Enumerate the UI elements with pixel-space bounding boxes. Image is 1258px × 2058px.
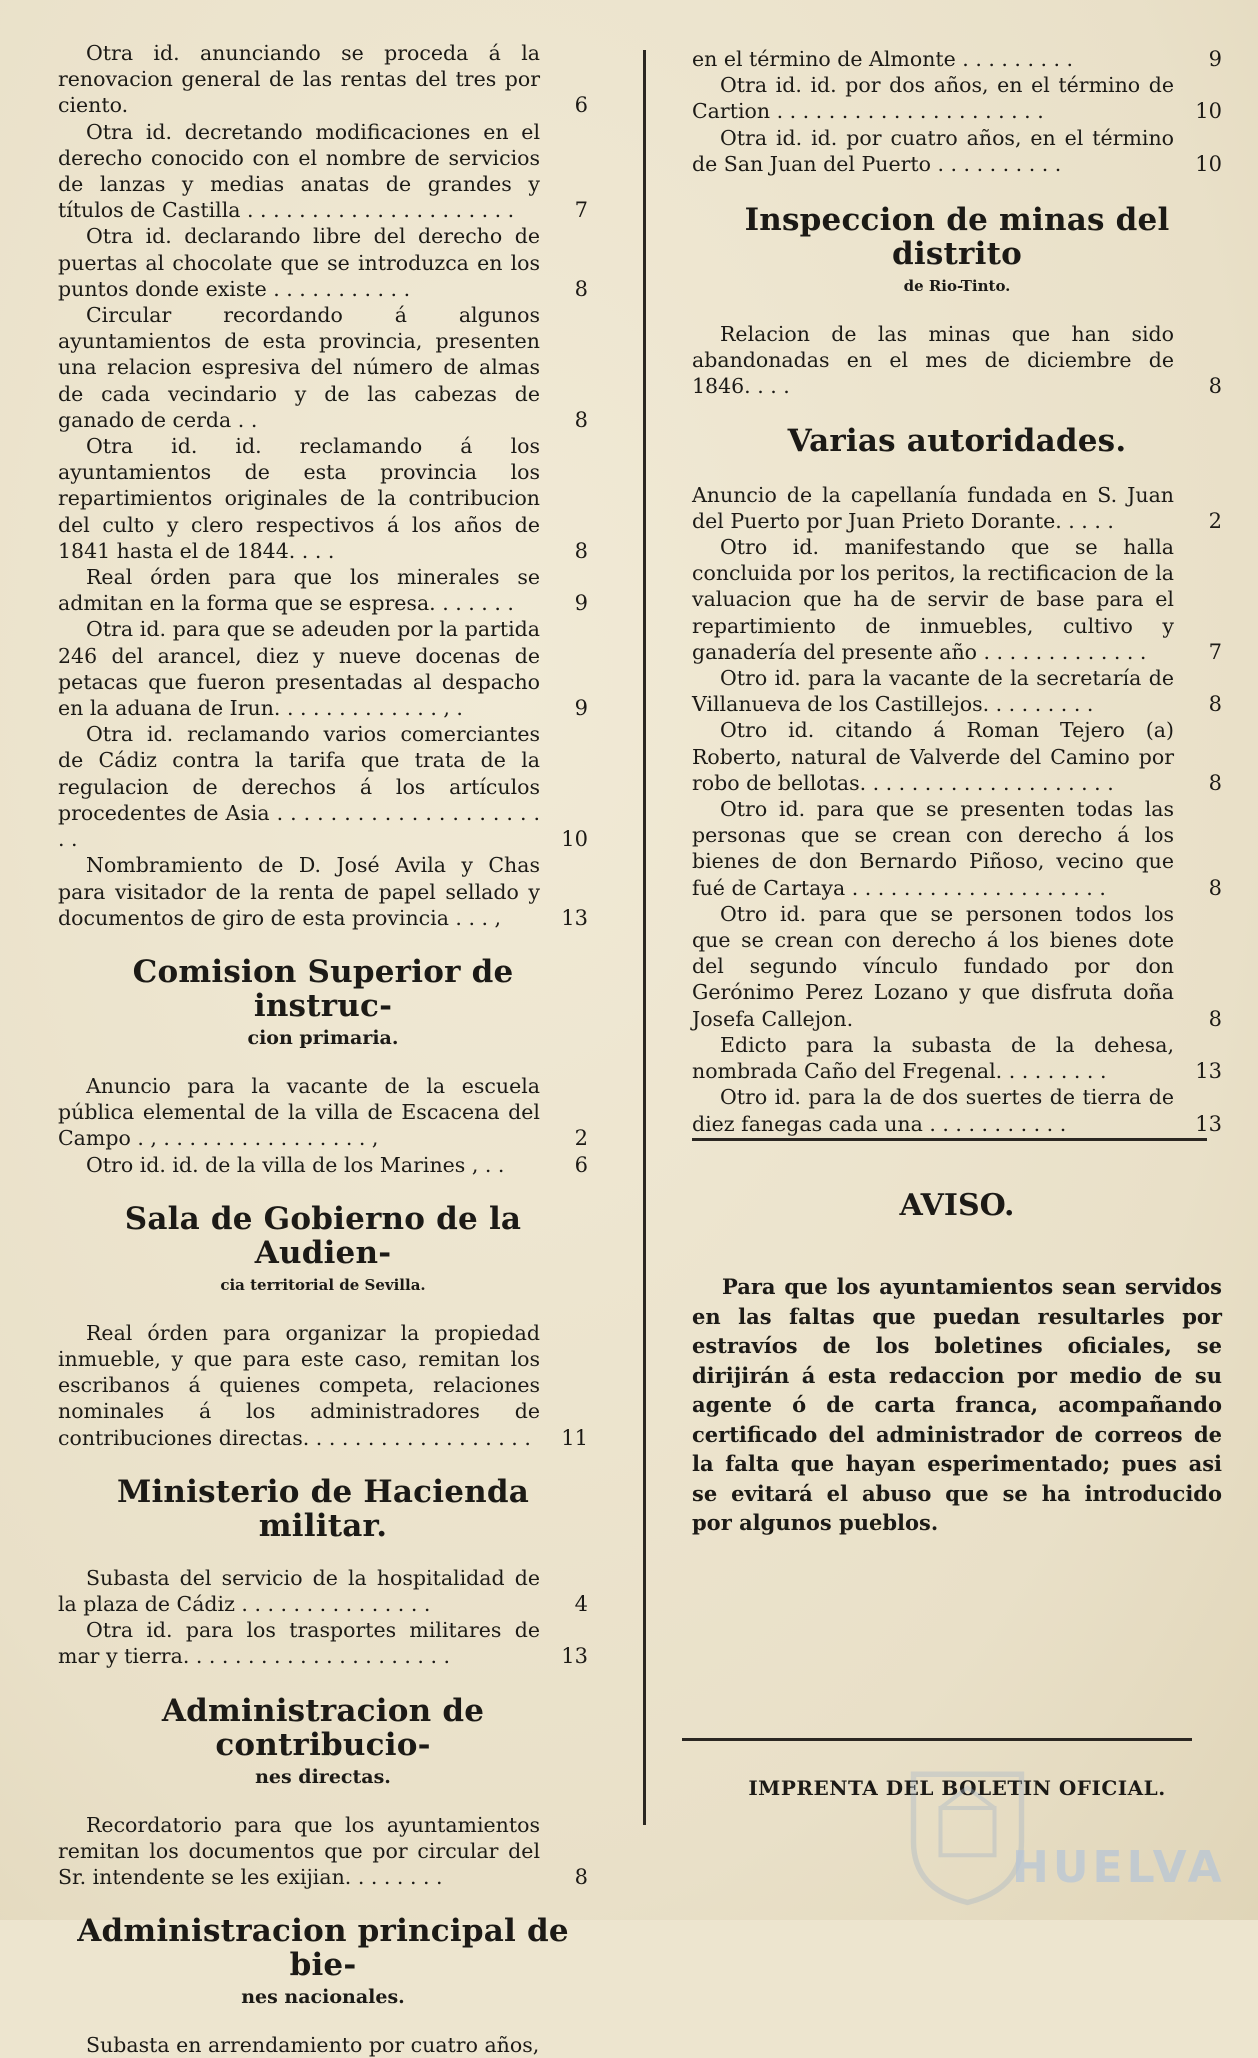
aviso-title: AVISO. bbox=[899, 1188, 1015, 1223]
page-number: 6 bbox=[574, 1152, 588, 1177]
column-divider bbox=[643, 50, 646, 1825]
index-entry: Real órden para organizar la propiedad inmueble, y que para este caso, remitan los escribanos á quienes competa, relaciones nominales á los administradores de contribuciones directas. . . . . . . . . . . . . . . . . . 11 bbox=[58, 1320, 588, 1450]
page-number: 8 bbox=[1208, 692, 1222, 717]
page-number: 11 bbox=[561, 1425, 588, 1450]
index-entry: Otra id. anunciando se proceda á la renovacion general de las rentas del tres por ciento. 6 bbox=[58, 41, 588, 118]
page-number: 10 bbox=[1195, 151, 1222, 176]
index-entry: Otra id. decretando modificaciones en el derecho conocido con el nombre de servicios de lanzas y medias anatas de grandes y títulos de Castilla . . . . . . . . . . . . . . . . . . . . . 7 bbox=[58, 119, 588, 223]
page-number: 8 bbox=[1208, 374, 1222, 399]
section-title: Administracion principal de bie- bbox=[77, 1913, 569, 1984]
right-column bbox=[692, 46, 1222, 1137]
page-number: 4 bbox=[574, 1591, 588, 1616]
index-entry: Otra id. id. por dos años, en el término de Cartion . . . . . . . . . . . . . . . . . . . . . 10 bbox=[692, 73, 1222, 124]
left-top-entries bbox=[58, 40, 588, 931]
page-number: 7 bbox=[1208, 639, 1222, 664]
printer-imprint: IMPRENTA DEL BOLETIN OFICIAL. bbox=[748, 1776, 1166, 1800]
index-entry: Anuncio para la vacante de la escuela pública elemental de la villa de Escacena del Campo . , . . . . . . . . . . . . . . . . , 2 bbox=[58, 1073, 588, 1151]
index-entry: en el término de Almonte . . . . . . . . . 9 bbox=[692, 47, 1222, 71]
index-entry: Otra id. para los trasportes militares de mar y tierra. . . . . . . . . . . . . . . . . . . . . 13 bbox=[58, 1618, 588, 1669]
page-number: 9 bbox=[574, 591, 588, 616]
index-entry: Otro id. citando á Roman Tejero (a) Roberto, natural de Valverde del Camino por robo de bellotas. . . . . . . . . . . . . . . . . . . . 8 bbox=[692, 718, 1222, 795]
page-number: 8 bbox=[1208, 770, 1222, 795]
section-subtitle: de Rio-Tinto. bbox=[903, 277, 1011, 296]
index-entry: Otro id. para que se presenten todas las personas que se crean con derecho á los bienes de don Bernardo Piñoso, vecino que fué de Cartaya . . . . . . . . . . . . . . . . . . . . 8 bbox=[692, 797, 1222, 900]
page-number: 13 bbox=[1195, 1111, 1222, 1136]
page-number: 2 bbox=[1208, 508, 1222, 533]
section-subtitle: cia territorial de Sevilla. bbox=[220, 1275, 426, 1294]
section-title: Ministerio de Hacienda militar. bbox=[116, 1473, 530, 1544]
page-number: 8 bbox=[574, 407, 588, 432]
page-number: 13 bbox=[561, 1644, 588, 1669]
page-number: 10 bbox=[1195, 99, 1222, 124]
horizontal-rule bbox=[692, 1138, 1207, 1141]
index-entry: Otro id. para la vacante de la secretaría de Villanueva de los Castillejos. . . . . . . . . 8 bbox=[692, 666, 1222, 717]
section-title: Comision Superior de instruc- bbox=[132, 953, 514, 1024]
index-entry: Recordatorio para que los ayuntamientos remitan los documentos que por circular del Sr. intendente se les exijian. . . . . . . . 8 bbox=[58, 1812, 588, 1889]
index-entry: Otra id. declarando libre del derecho de puertas al chocolate que se introduzca en los puntos donde existe . . . . . . . . . . . 8 bbox=[58, 224, 588, 301]
index-entry: Otra id. id. por cuatro años, en el término de San Juan del Puerto . . . . . . . . . . 10 bbox=[692, 125, 1222, 176]
left-column bbox=[58, 40, 588, 2058]
section-title: Sala de Gobierno de la Audien- bbox=[124, 1200, 522, 1271]
section-subtitle: nes directas. bbox=[255, 1765, 391, 1788]
page-number: 2 bbox=[574, 1126, 588, 1151]
index-entry: Real órden para que los minerales se admitan en la forma que se espresa. . . . . . . 9 bbox=[58, 565, 588, 616]
page-number: 8 bbox=[574, 1864, 588, 1889]
index-entry: Subasta del servicio de la hospitalidad de la plaza de Cádiz . . . . . . . . . . . . . . . 4 bbox=[58, 1565, 588, 1616]
page-number: 8 bbox=[1208, 1006, 1222, 1031]
index-entry: Otra id. id. reclamando á los ayuntamientos de esta provincia los repartimientos originales de la contribucion del culto y clero respectivos á los años de 1841 hasta el de 1844. . . . 8 bbox=[58, 434, 588, 563]
page-number: 9 bbox=[1208, 47, 1222, 71]
page-number: 7 bbox=[574, 198, 588, 223]
index-entry: Otra id. para que se adeuden por la partida 246 del arancel, diez y nueve docenas de petacas que fueron presentadas al despacho en la aduana de Irun. . . . . . . . . . . . . , . 9 bbox=[58, 617, 588, 721]
aviso-text: Para que los ayuntamientos sean servidos en las faltas que puedan resultarles por estravíos de los boletines oficiales, se dirijirán á esta redaccion por medio de su agente ó de carta franca, acompañando certificado del administrador de correos de la falta que hayan esperimentado; pues asi se evitará el abuso que se ha introducido por algunos pueblos. bbox=[692, 1274, 1222, 1535]
index-entry: Circular recordando á algunos ayuntamientos de esta provincia, presenten una relacion espresiva del número de almas de cada vecindario y de las cabezas de ganado de cerda . . 8 bbox=[58, 303, 588, 432]
section-title: Inspeccion de minas del distrito bbox=[744, 202, 1170, 273]
index-entry: Otro id. para que se personen todos los que se crean con derecho á los bienes dote del segundo vínculo fundado por don Gerónimo Perez Lozano y que disfruta doña Josefa Callejon. 8 bbox=[692, 901, 1222, 1031]
section-title: Varias autoridades. bbox=[787, 422, 1127, 459]
section-subtitle: nes nacionales. bbox=[241, 1986, 405, 2009]
index-entry: Relacion de las minas que han sido abandonadas en el mes de diciembre de 1846. . . . 8 bbox=[692, 322, 1222, 399]
page-number: 8 bbox=[574, 538, 588, 563]
index-entry: Otro id. manifestando que se halla concluida por los peritos, la rectificacion de la valuacion que ha de servir de base para el repartimiento de inmuebles, cultivo y ganadería del presente año . . . . . . . . . . . . . 7 bbox=[692, 535, 1222, 664]
index-entry: Anuncio de la capellanía fundada en S. Juan del Puerto por Juan Prieto Dorante. . . . . 2 bbox=[692, 482, 1222, 533]
section-title: Administracion de contribucio- bbox=[161, 1692, 485, 1763]
page-number: 10 bbox=[561, 827, 588, 852]
page-number: 8 bbox=[574, 276, 588, 301]
page-number: 13 bbox=[561, 905, 588, 930]
index-entry: Subasta en arrendamiento por cuatro años, bbox=[86, 2033, 540, 2058]
index-entry: Otra id. reclamando varios comerciantes de Cádiz contra la tarifa que trata de la regulacion de derechos á los artículos procedentes de Asia . . . . . . . . . . . . . . . . . . . . . . 10 bbox=[58, 722, 588, 852]
section-subtitle: cion primaria. bbox=[247, 1026, 399, 1049]
page-number: 13 bbox=[1195, 1059, 1222, 1084]
watermark-text: HUELVA bbox=[1012, 1842, 1226, 1893]
index-entry: Edicto para la subasta de la dehesa, nombrada Caño del Fregenal. . . . . . . . . 13 bbox=[692, 1032, 1222, 1084]
page-number: 9 bbox=[574, 696, 588, 721]
horizontal-rule bbox=[682, 1738, 1192, 1741]
index-entry: Nombramiento de D. José Avila y Chas para visitador de la renta de papel sellado y documentos de giro de esta provincia . . . , 13 bbox=[58, 853, 588, 930]
page-number: 8 bbox=[1208, 875, 1222, 900]
page-number: 6 bbox=[574, 93, 588, 118]
index-entry: Otro id. para la de dos suertes de tierra de diez fanegas cada una . . . . . . . . . . . 13 bbox=[692, 1085, 1222, 1136]
index-entry: Otro id. id. de la villa de los Marines , . . 6 bbox=[86, 1152, 588, 1177]
